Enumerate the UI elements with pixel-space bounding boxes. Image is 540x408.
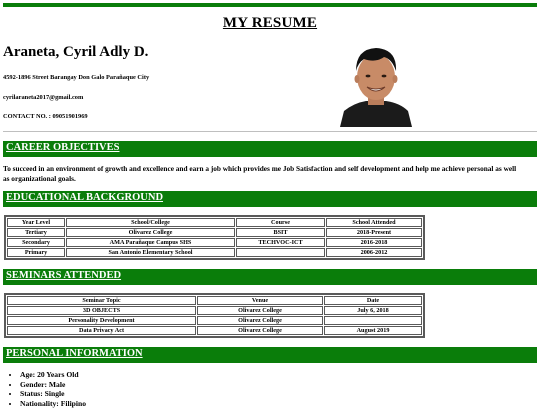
table-cell: Tertiary (7, 228, 65, 237)
table-row (7, 326, 422, 335)
table-row (7, 306, 422, 315)
list-item: • Age: 20 Years Old (20, 370, 86, 380)
section-seminars-attended (3, 269, 537, 285)
table-cell: 2016-2018 (326, 238, 422, 247)
seminars-table (4, 293, 425, 338)
full-name: Araneta, Cyril Adly D. (3, 44, 149, 60)
table-cell: BSIT (236, 228, 325, 237)
header-cell: Date (324, 296, 422, 305)
table-cell: Primary (7, 248, 65, 257)
header-divider (3, 131, 537, 132)
table-header-row (7, 296, 422, 305)
section-career-objectives (3, 141, 537, 157)
table-row (7, 238, 422, 247)
section-heading: CAREER OBJECTIVES (6, 142, 120, 153)
table-cell: Secondary (7, 238, 65, 247)
list-item: • Nationality: Filipino (20, 399, 86, 408)
table-cell: AMA Parañaque Campus SHS (66, 238, 235, 247)
table-cell: TECHVOC-ICT (236, 238, 325, 247)
table-cell: 3D OBJECTS (7, 306, 196, 315)
table-row (7, 228, 422, 237)
address: 4592-1896 Street Barangay Don Galo Parañaque City (3, 74, 150, 81)
header-cell: Course (236, 218, 325, 227)
table-cell: Olivarez College (197, 306, 323, 315)
education-table (4, 215, 425, 260)
header-cell: School/College (66, 218, 235, 227)
header-cell: School Attended (326, 218, 422, 227)
table-cell (236, 248, 325, 257)
section-heading: SEMINARS ATTENDED (6, 270, 122, 281)
table-cell: August 2019 (324, 326, 422, 335)
table-cell: 2006-2012 (326, 248, 422, 257)
table-cell: Olivarez College (66, 228, 235, 237)
section-heading: EDUCATIONAL BACKGROUND (6, 192, 164, 203)
table-cell: Data Privacy Act (7, 326, 196, 335)
table-row (7, 316, 422, 325)
table-cell (324, 316, 422, 325)
top-accent-bar (3, 3, 537, 7)
header-cell: Year Level (7, 218, 65, 227)
header-cell: Seminar Topic (7, 296, 196, 305)
table-header-row (7, 218, 422, 227)
profile-photo (340, 41, 412, 127)
page-title: MY RESUME (222, 15, 318, 31)
career-objective-text: To succeed in an environment of growth and excellence and earn a job which provides me Job Satisfaction and self development and help me achieve personal as well as organizational goals. (3, 164, 517, 183)
contact-number: CONTACT NO. : 09051901969 (3, 113, 88, 120)
table-cell: San Antonio Elementary School (66, 248, 235, 257)
table-cell: Personality Development (7, 316, 196, 325)
personal-info-list (8, 370, 86, 408)
email: cyrilaraneta2017@gmail.com (3, 94, 84, 101)
list-item: • Gender: Male (20, 380, 86, 390)
table-cell: Olivarez College (197, 316, 323, 325)
table-cell: July 6, 2018 (324, 306, 422, 315)
section-personal-information (3, 347, 537, 363)
section-heading: PERSONAL INFORMATION (6, 348, 143, 359)
header-cell: Venue (197, 296, 323, 305)
table-cell: 2018-Present (326, 228, 422, 237)
table-row (7, 248, 422, 257)
list-item: • Status: Single (20, 389, 86, 399)
section-educational-background (3, 191, 537, 207)
table-cell: Olivarez College (197, 326, 323, 335)
